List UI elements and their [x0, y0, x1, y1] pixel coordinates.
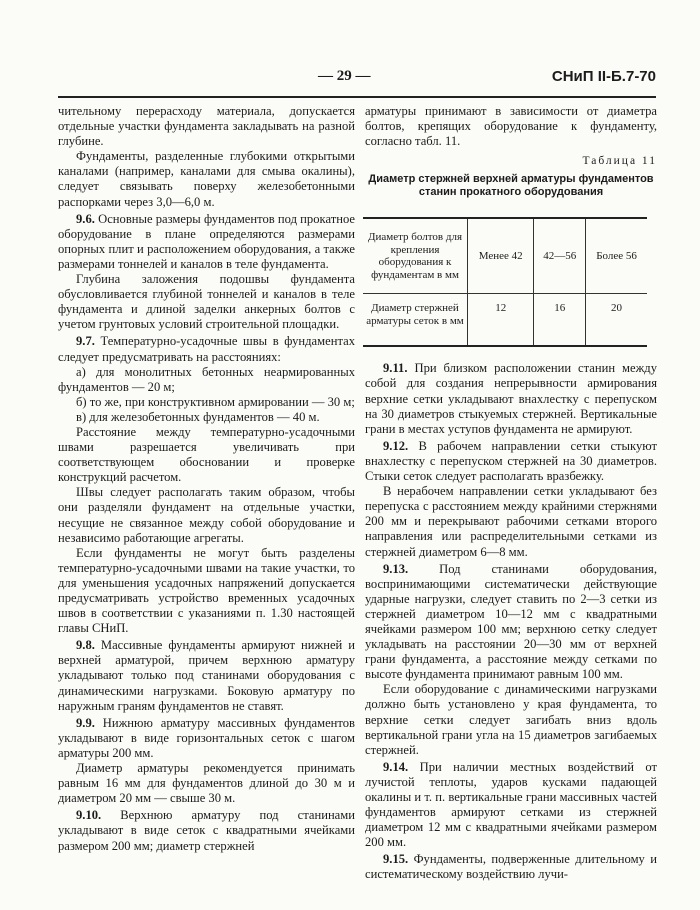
paragraph: [58, 104, 355, 149]
paragraph-text: Диаметр арматуры рекомендуется принимать равным 16 мм для фундаментов длиной до 30 м и диаметром 20 мм — свыше 30 м.: [58, 761, 355, 806]
table-cell: 12: [468, 294, 534, 347]
paragraph-text: В нерабочем направлении сетки укладывают без перепуска с расстоянием между крайними стержнями 200 мм и перекрывают рабочими сетками второго направления или распределительными сетками из стержней диаметром 6—8 мм.: [365, 484, 657, 559]
table-cell: Более 56: [586, 218, 647, 294]
section-number: 9.8.: [76, 638, 95, 653]
paragraph: [58, 410, 355, 425]
table-cell: Диаметр стержней арматуры сеток в мм: [363, 294, 468, 347]
section-paragraph: [365, 852, 657, 882]
paragraph: [365, 682, 657, 757]
document-code: СНиП II-Б.7-70: [551, 68, 656, 85]
page-number: — 29 —: [318, 68, 371, 84]
paragraph-text: Нижнюю арматуру массивных фундаментов укладывают в виде горизонтальных сеток с шагом арматуры 200 мм.: [58, 715, 355, 760]
paragraph-text: Фундаменты, разделенные глубокими открытыми каналами (например, каналами для смыва окалины), следует связывать поверху железобетонными распорками через 3,0—6,0 м.: [58, 149, 355, 209]
paragraph-text: При близком расположении станин между собой для создания непрерывности армирования верхние сетки укладывают внахлестку с перепуском на 30 диаметров стыкуемых стержней. Вертикальные грани в местах уступов фундамента не армируют.: [365, 361, 657, 436]
right-column: [365, 104, 657, 883]
section-number: 9.15.: [383, 852, 409, 867]
paragraph-text: Если фундаменты не могут быть разделены температурно-усадочными швами на такие участки, то для уменьшения усадочных напряжений допускается предусматривать устройство временных усадочных швов в соответствии с указаниями п. 1.30 настоящей главы СНиП.: [58, 545, 355, 636]
table-cell: 42—56: [534, 218, 586, 294]
table-cell: 16: [534, 294, 586, 347]
paragraph-text: а) для монолитных бетонных неармированных фундаментов — 20 м;: [58, 364, 355, 394]
table-title: Диаметр стержней верхней арматуры фундаментов станин прокатного оборудования: [368, 173, 654, 199]
paragraph: [58, 485, 355, 545]
section-paragraph: [58, 716, 355, 761]
paragraph-text: Основные размеры фундаментов под прокатное оборудование в плане определяются размерами опорных плит и расположением оборудования, а также размерами тоннелей и каналов в теле фундамента.: [58, 211, 355, 271]
paragraph: [58, 761, 355, 806]
paragraph-text: Температурно-усадочные швы в фундаментах следует предусматривать на расстояниях:: [58, 334, 355, 364]
paragraph-text: Расстояние между температурно-усадочными швами разрешается увеличивать при соответствующем обосновании и проверке конструкций расчетом.: [58, 424, 355, 485]
section-paragraph: [365, 439, 657, 484]
table-cell: Менее 42: [468, 218, 534, 294]
section-number: 9.13.: [383, 561, 409, 576]
section-number: 9.12.: [383, 438, 409, 453]
table-row: [363, 294, 647, 347]
paragraph-text: При наличии местных воздействий от лучистой теплоты, ударов кусками падающей окалины и т. п. вертикальные грани массивных частей фундаментов армируют сетками из стержней диаметром 12 мм с квадратными ячейками размером 200 мм.: [365, 759, 657, 850]
section-number: 9.6.: [76, 211, 95, 226]
paragraph: [58, 272, 355, 332]
section-paragraph: [365, 760, 657, 851]
paragraph: [58, 395, 355, 410]
paragraph: [58, 425, 355, 485]
paragraph: [365, 484, 657, 559]
table-cell: Диаметр болтов для крепления оборудования к фундаментам в мм: [363, 218, 468, 294]
table-label: Таблица 11: [582, 155, 657, 168]
paragraph: арматуры принимают в зависимости от диаметра болтов, крепящих оборудование к фундаменту, согласно табл. 11.: [365, 104, 657, 149]
paragraph: [58, 365, 355, 395]
section-paragraph: [58, 808, 355, 853]
section-paragraph: [58, 638, 355, 713]
table-cell: 20: [586, 294, 647, 347]
rebar-table: [363, 217, 647, 347]
paragraph-text: Под станинами оборудования, воспринимающими систематически действующие ударные нагрузки, следует ставить по 2—3 сетки из стержней диаметром 10—12 мм с квадратными ячейками размером 100 мм; верхнюю сетку следует укладывать на расстоянии 20—30 мм от верхней грани фундамента, а расстояние между сетками по высоте фундамента принимают равным 100 мм.: [365, 561, 657, 682]
paragraph: [58, 546, 355, 637]
section-number: 9.10.: [76, 808, 102, 823]
section-number: 9.9.: [76, 715, 95, 730]
section-number: 9.14.: [383, 759, 409, 774]
table-row: [363, 218, 647, 294]
paragraph-text: Глубина заложения подошвы фундамента обусловливается глубиной тоннелей и каналов в теле фундамента и длиной заделки анкерных болтов с учетом грунтовых условий строительной площадки.: [58, 272, 355, 332]
paragraph: [58, 149, 355, 209]
section-paragraph: [365, 562, 657, 683]
paragraph-text: Фундаменты, подверженные длительному и систематическому воздействию лучи-: [365, 852, 657, 882]
paragraph-text: Верхнюю арматуру под станинами укладывают в виде сеток с квадратными ячейками размером 200 мм; диаметр стержней: [58, 808, 355, 853]
left-column: [58, 104, 355, 854]
paragraph-text: в) для железобетонных фундаментов — 40 м.: [76, 409, 320, 424]
section-number: 9.7.: [76, 334, 95, 349]
paragraph-text: Если оборудование с динамическими нагрузками должно быть установлено у края фундамента, то верхние сетки следует загибать вниз вдоль вертикальной грани угла на 15 диаметров загибаемых стержней.: [365, 682, 657, 757]
paragraph-text: Массивные фундаменты армируют нижней и верхней арматурой, причем верхнюю арматуру укладывают только под станинами оборудования с динамическими нагрузками. Боковую арматуру по наружным граням фундаментов не ставят.: [58, 638, 356, 713]
paragraph-text: б) то же, при конструктивном армировании — 30 м;: [76, 394, 355, 409]
section-number: 9.11.: [383, 361, 408, 376]
paragraph-text: Швы следует располагать таким образом, чтобы они разделяли фундамент на отдельные участки, несущие не связанное между собой оборудование и независимо работающие агрегаты.: [58, 485, 355, 545]
section-paragraph: [58, 212, 355, 272]
paragraph-text: чительному перерасходу материала, допускается отдельные участки фундамента закладывать на разной глубине.: [58, 104, 355, 149]
header-rule: [58, 96, 656, 98]
section-paragraph: [365, 361, 657, 436]
paragraph-text: В рабочем направлении сетки стыкуют внахлестку с перепуском стержней на 30 диаметров. Стыки сеток следует располагать вразбежку.: [365, 438, 657, 484]
section-paragraph: [58, 334, 355, 364]
